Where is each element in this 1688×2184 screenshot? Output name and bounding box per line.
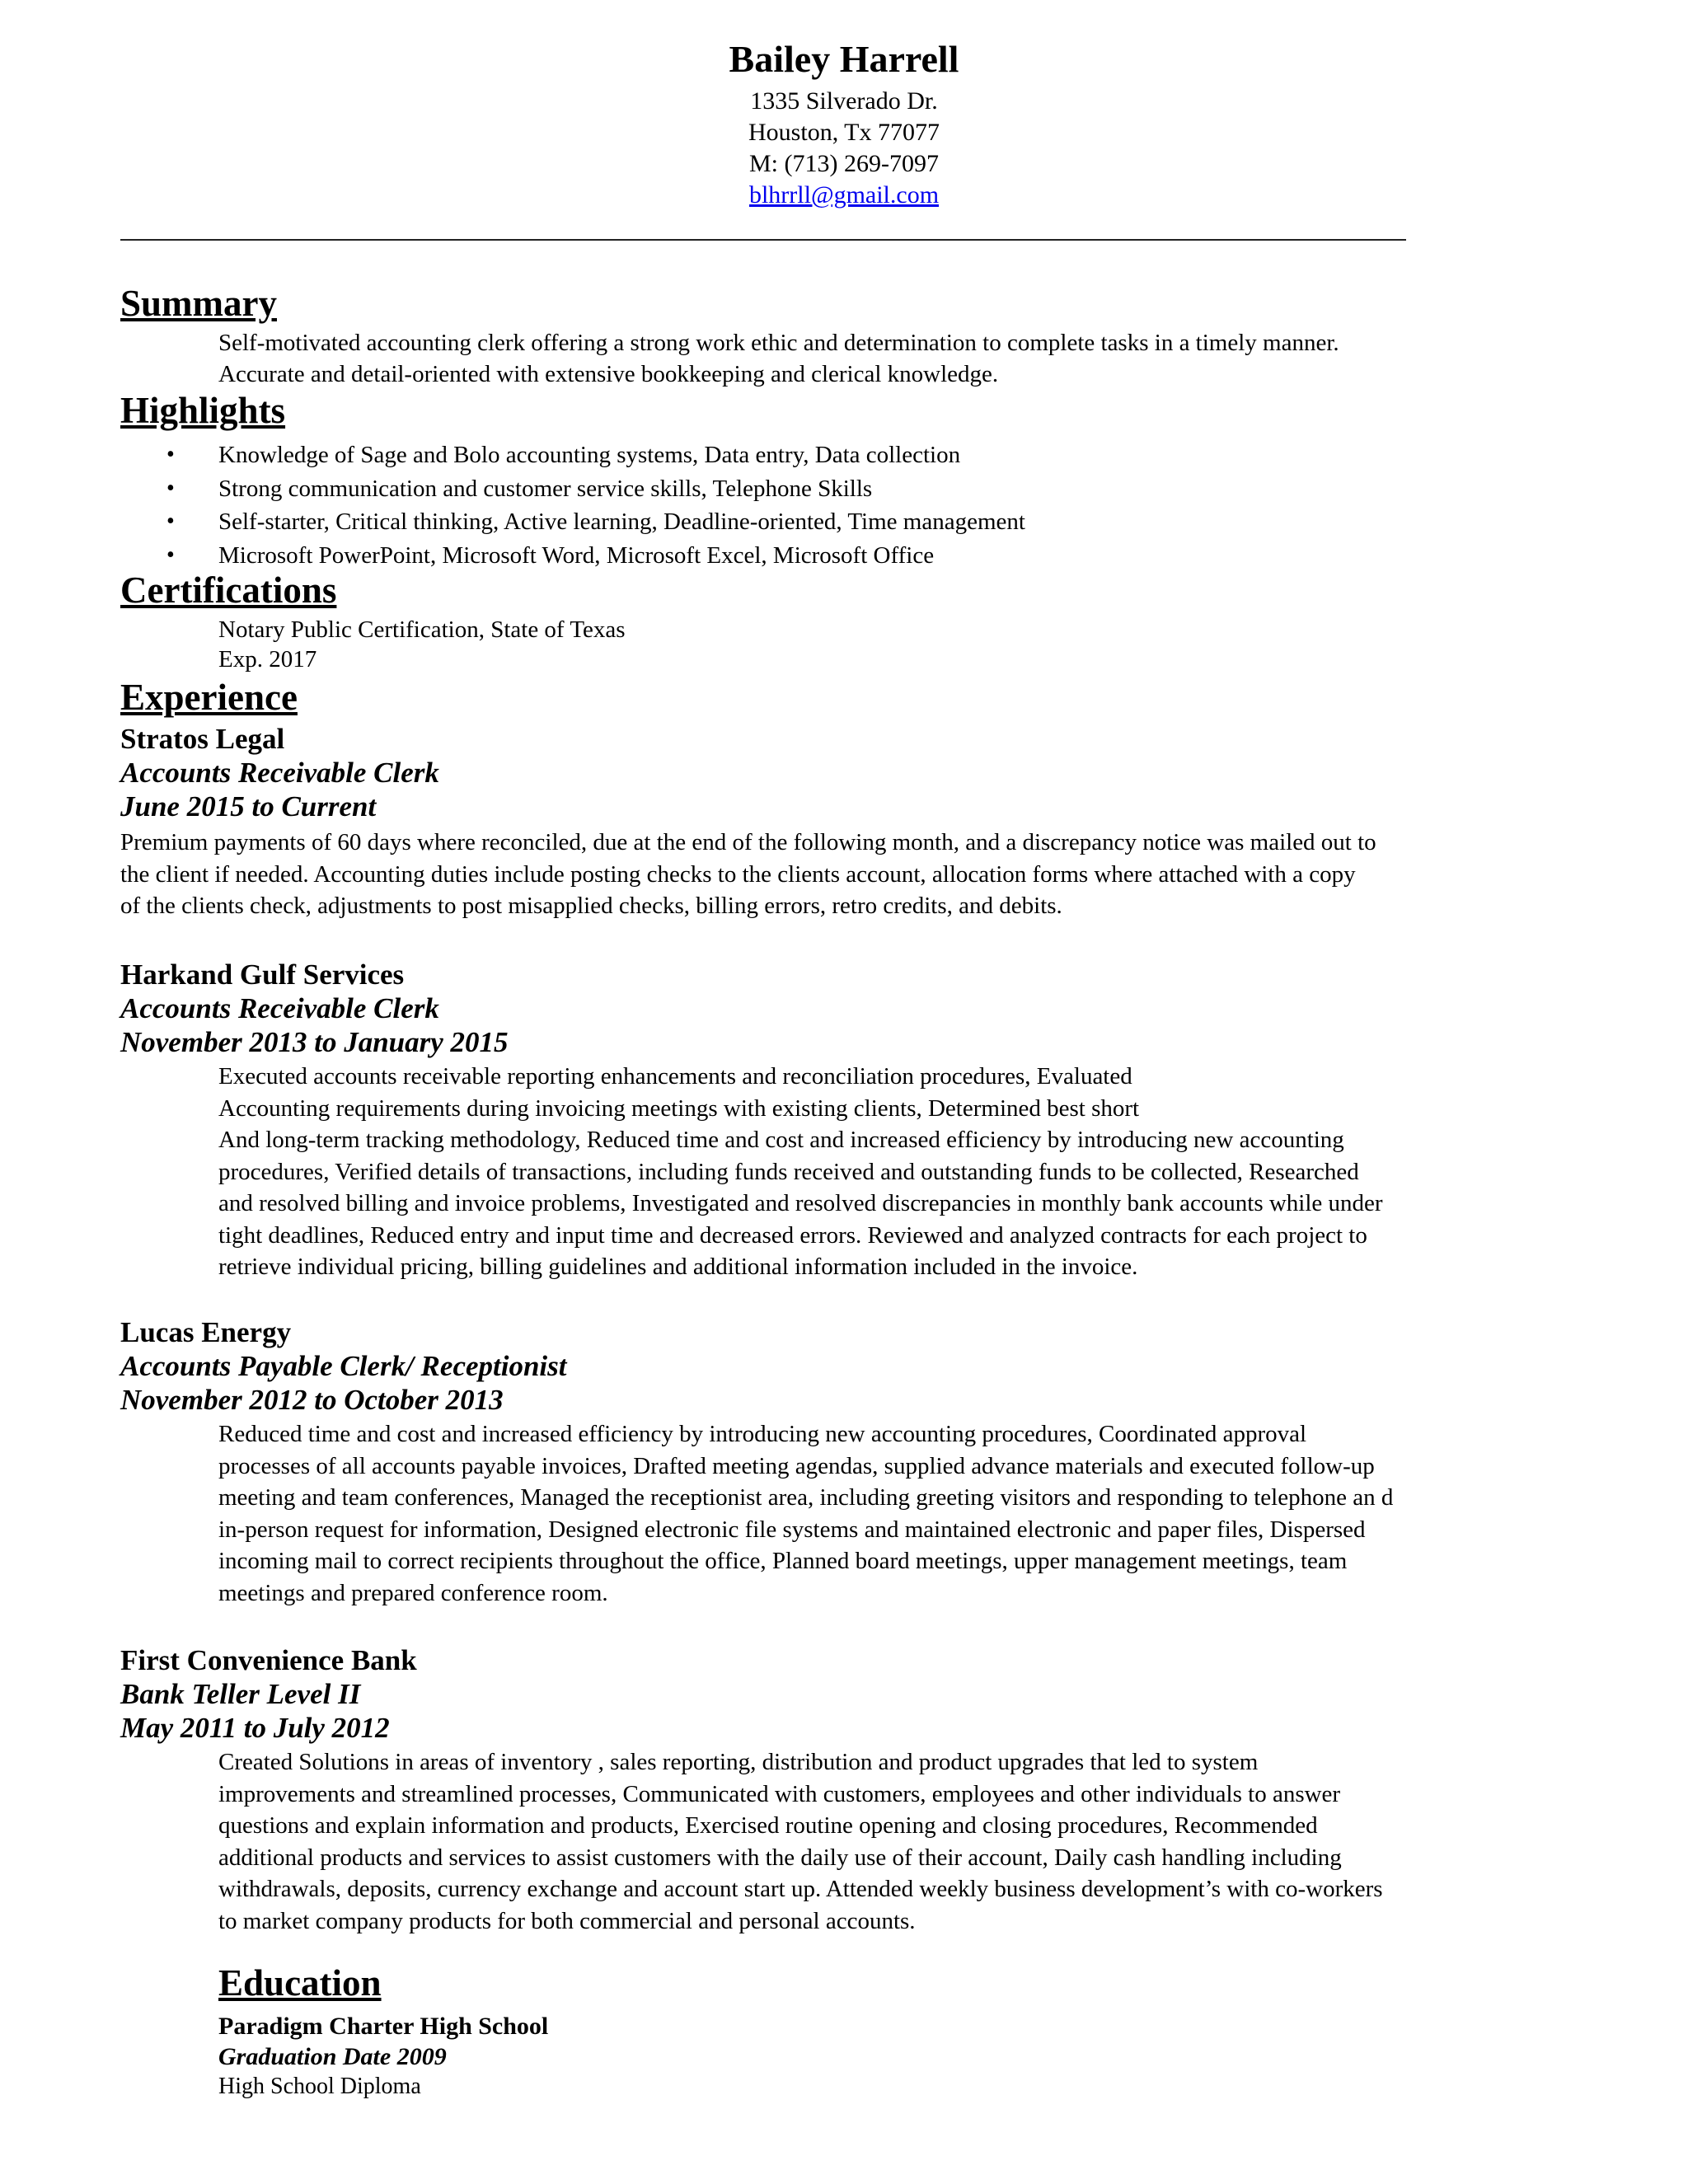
list-item: • Strong communication and customer service skills, Telephone Skills (165, 472, 1025, 506)
description-line: meetings and prepared conference room. (218, 1579, 608, 1606)
job-role: Accounts Payable Clerk/ Receptionist (120, 1350, 567, 1382)
email-link[interactable]: blhrrll@gmail.com (748, 181, 940, 209)
graduation-date: Graduation Date 2009 (218, 2043, 447, 2070)
summary-text (218, 327, 1570, 390)
degree: High School Diploma (218, 2074, 421, 2099)
job-role: Accounts Receivable Clerk (120, 992, 439, 1024)
description-line: withdrawals, deposits, currency exchange and account start up. Attended weekly business development’s with co-workers (218, 1876, 1383, 1902)
description-line: of the clients check, adjustments to post misapplied checks, billing errors, retro credits, and debits. (120, 893, 1062, 919)
description-line: the client if needed. Accounting duties include posting checks to the clients account, allocation forms where attached with a copy (120, 860, 1356, 888)
job-description (120, 1746, 1571, 1937)
school-name: Paradigm Charter High School (218, 2013, 549, 2040)
description-line: Accounting requirements during invoicing meetings with existing clients, Determined best short (218, 1094, 1140, 1122)
job-entry-lucas (120, 1315, 1571, 1609)
description-line: Reduced time and cost and increased efficiency by introducing new accounting procedures, Coordinated approval (218, 1421, 1307, 1447)
header-divider (120, 239, 1406, 241)
job-dates: June 2015 to Current (120, 790, 377, 823)
certifications-text (218, 615, 1570, 674)
job-dates: May 2011 to July 2012 (120, 1712, 390, 1744)
description-line: Premium payments of 60 days where reconciled, due at the end of the following month, and a discrepancy notice was mailed out to (120, 829, 1376, 855)
certification-line: Notary Public Certification, State of Texas (218, 616, 626, 643)
job-company: Harkand Gulf Services (120, 958, 405, 991)
description-line: in-person request for information, Designed electronic file systems and maintained electronic and paper files, Dispersed (218, 1516, 1366, 1543)
description-line: retrieve individual pricing, billing guidelines and additional information included in the invoice. (218, 1254, 1138, 1280)
description-line: Executed accounts receivable reporting enhancements and reconciliation procedures, Evaluated (218, 1063, 1132, 1090)
description-line: and resolved billing and invoice problems, Investigated and resolved discrepancies in monthly bank accounts while under (218, 1190, 1383, 1216)
description-line: procedures, Verified details of transactions, including funds received and outstanding funds to be collected, Researched (218, 1158, 1359, 1185)
description-line: tight deadlines, Reduced entry and input time and decreased errors. Reviewed and analyzed contracts for each project to (218, 1221, 1367, 1249)
highlights-heading: Highlights (120, 390, 286, 431)
highlights-list (165, 438, 1025, 572)
job-company: Lucas Energy (120, 1316, 292, 1348)
description-line: incoming mail to correct recipients throughout the office, Planned board meetings, upper management meetings, team (218, 1548, 1348, 1574)
summary-line: Self-motivated accounting clerk offering a strong work ethic and determination to complete tasks in a timely manner. (218, 330, 1339, 356)
job-entry-first-convenience (120, 1643, 1571, 1937)
phone-number: M: (713) 269-7097 (749, 150, 939, 177)
description-line: additional products and services to assist customers with the daily use of their account, Daily cash handling including (218, 1844, 1342, 1871)
experience-heading: Experience (120, 677, 298, 718)
job-description (120, 1418, 1571, 1609)
list-item: • Knowledge of Sage and Bolo accounting systems, Data entry, Data collection (165, 438, 1025, 472)
job-entry-harkand (120, 958, 1571, 1283)
address-line-2: Houston, Tx 77077 (748, 119, 940, 146)
candidate-name: Bailey Harrell (729, 38, 959, 80)
address-line-1: 1335 Silverado Dr. (750, 87, 938, 115)
certification-line: Exp. 2017 (218, 646, 317, 673)
description-line: Created Solutions in areas of inventory , sales reporting, distribution and product upgrades that led to system (218, 1749, 1259, 1775)
certifications-heading: Certifications (120, 569, 337, 611)
job-role: Accounts Receivable Clerk (120, 757, 439, 789)
description-line: improvements and streamlined processes, Communicated with customers, employees and other individuals to answer (218, 1780, 1341, 1807)
list-item: • Self-starter, Critical thinking, Active learning, Deadline-oriented, Time management (165, 505, 1025, 539)
summary-heading: Summary (120, 283, 277, 324)
summary-line: Accurate and detail-oriented with extensive bookkeeping and clerical knowledge. (218, 361, 999, 387)
job-company: Stratos Legal (120, 723, 285, 755)
education-heading: Education (218, 1962, 382, 2004)
job-description (120, 827, 1571, 922)
description-line: meeting and team conferences, Managed the receptionist area, including greeting visitors and responding to telephone an d (218, 1484, 1394, 1511)
resume-header (0, 33, 1688, 211)
job-role: Bank Teller Level II (120, 1678, 361, 1710)
job-description (120, 1061, 1571, 1283)
job-entry-stratos (120, 722, 1571, 922)
job-dates: November 2013 to January 2015 (120, 1026, 509, 1058)
job-dates: November 2012 to October 2013 (120, 1384, 504, 1416)
description-line: to market company products for both commercial and personal accounts. (218, 1907, 916, 1934)
description-line: processes of all accounts payable invoices, Drafted meeting agendas, supplied advance materials and executed follow-up (218, 1452, 1375, 1479)
description-line: And long-term tracking methodology, Reduced time and cost and increased efficiency by introducing new accounting (218, 1127, 1344, 1153)
list-item: • Microsoft PowerPoint, Microsoft Word, Microsoft Excel, Microsoft Office (165, 539, 1025, 573)
job-company: First Convenience Bank (120, 1644, 417, 1676)
education-entry (218, 2011, 548, 2102)
description-line: questions and explain information and products, Exercised routine opening and closing procedures, Recommended (218, 1812, 1318, 1839)
